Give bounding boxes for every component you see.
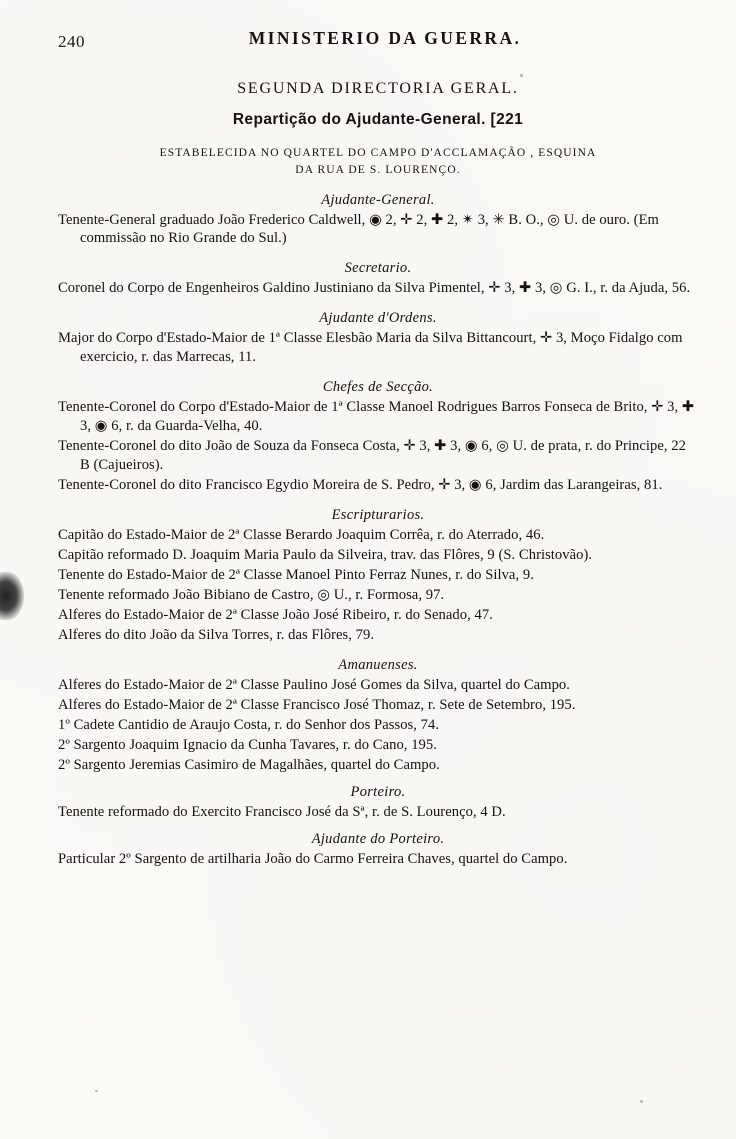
role-heading: Ajudante d'Ordens. [319, 310, 437, 327]
roster-entry: 1º Cadete Cantidio de Araujo Costa, r. do Senhor dos Passos, 74. [58, 716, 440, 733]
paper-speck [95, 1090, 98, 1092]
running-title: MINISTERIO DA GUERRA. [248, 28, 522, 48]
page-content [58, 28, 698, 870]
page-header [58, 28, 698, 58]
folio-number: 240 [58, 32, 85, 51]
roster-entry: Coronel do Corpo de Engenheiros Galdino Justiniano da Silva Pimentel, ✛ 3, ✚ 3, ◎ G. I., r. da Ajuda, 56. [58, 280, 691, 297]
roster-entry: Particular 2º Sargento de artilharia João do Carmo Ferreira Chaves, quartel do Campo. [58, 850, 568, 867]
roster-entry: Alferes do Estado-Maior de 2ª Classe Paulino José Gomes da Silva, quartel do Campo. [58, 677, 570, 693]
role-heading: Escripturarios. [331, 507, 425, 524]
roster-entry: Tenente-General graduado João Frederico Caldwell, ◉ 2, ✛ 2, ✚ 2, ✴ 3, ✳ B. O., ◎ U. de ouro. (Em commissão no Rio Grande do Sul.) [58, 211, 659, 247]
establishment-line-2: DA RUA DE S. LOURENÇO. [295, 164, 461, 177]
role-heading: Amanuenses. [338, 657, 418, 673]
roster-entry: Tenente do Estado-Maior de 2ª Classe Manoel Pinto Ferraz Nunes, r. do Silva, 9. [58, 567, 534, 584]
role-heading: Chefes de Secção. [322, 379, 434, 396]
role-heading: Porteiro. [350, 783, 406, 800]
roster-entry: Tenente-Coronel do dito João de Souza da Fonseca Costa, ✛ 3, ✚ 3, ◉ 6, ◎ U. de prata, r. do Principe, 22 B (Cajueiros). [58, 438, 686, 474]
roster-entry: Tenente reformado João Bibiano de Castro, ◎ U., r. Formosa, 97. [58, 587, 445, 604]
role-heading: Ajudante do Porteiro. [311, 830, 445, 847]
establishment-line-1: ESTABELECIDA NO QUARTEL DO CAMPO D'ACCLAMAÇÃO , ESQUINA [159, 147, 597, 159]
establishment-note [58, 145, 698, 180]
roster-entry: Major do Corpo d'Estado-Maior de 1ª Classe Elesbão Maria da Silva Bittancourt, ✛ 3, Moço Fidalgo com exercicio, r. das Marrecas, 11. [58, 330, 683, 366]
roster-entry: Tenente-Coronel do Corpo d'Estado-Maior de 1ª Classe Manoel Rodrigues Barros Fonseca de Brito, ✛ 3, ✚ 3, ◉ 6, r. da Guarda-Velha, 40. [58, 399, 695, 435]
roster-entry: Capitão reformado D. Joaquim Maria Paulo da Silveira, trav. das Flôres, 9 (S. Christovão). [58, 547, 593, 564]
roster-entry: Alferes do Estado-Maior de 2ª Classe João José Ribeiro, r. do Senado, 47. [58, 607, 493, 624]
role-heading: Secretario. [344, 260, 412, 277]
roster-entry: Alferes do Estado-Maior de 2ª Classe Francisco José Thomaz, r. Sete de Setembro, 195. [58, 696, 576, 713]
roster-entry: Capitão do Estado-Maior de 2ª Classe Berardo Joaquim Corrêa, r. do Aterrado, 46. [58, 527, 545, 544]
department-title: Repartição do Ajudante-General. [221 [232, 111, 524, 128]
role-heading: Ajudante-General. [321, 191, 435, 208]
roster-entry: Alferes do dito João da Silva Torres, r. das Flôres, 79. [58, 627, 375, 644]
roster-entry: 2º Sargento Joaquim Ignacio da Cunha Tavares, r. do Cano, 195. [58, 736, 437, 753]
ink-blot-decoration [0, 572, 24, 620]
roster-entry: 2º Sargento Jeremias Casimiro de Magalhães, quartel do Campo. [58, 756, 440, 773]
roster-entry: Tenente-Coronel do dito Francisco Egydio Moreira de S. Pedro, ✛ 3, ◉ 6, Jardim das Larangeiras, 81. [58, 477, 663, 494]
paper-speck [640, 1100, 643, 1103]
section-title: SEGUNDA DIRECTORIA GERAL. [237, 80, 519, 97]
roster-entry: Tenente reformado do Exercito Francisco José da Sª, r. de S. Lourenço, 4 D. [58, 803, 506, 820]
